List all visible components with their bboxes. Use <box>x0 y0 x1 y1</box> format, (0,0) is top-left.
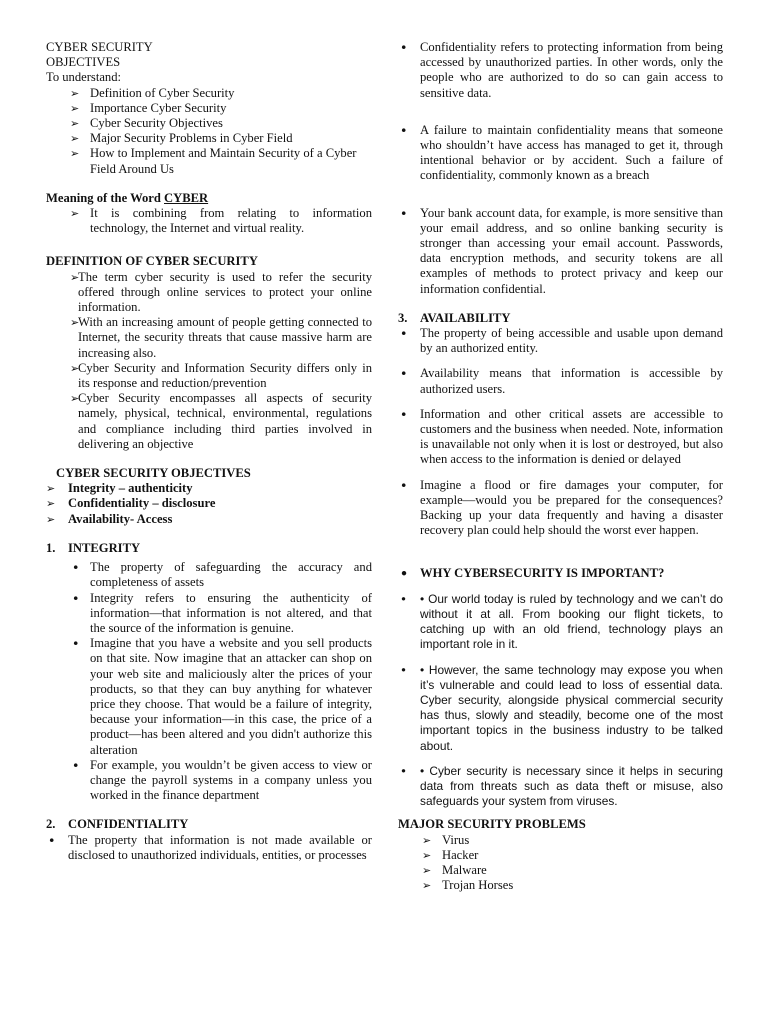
list-item: ➢ How to Implement and Maintain Security of a Cyber Field Around Us <box>46 146 372 176</box>
list-item: ➢ Cyber Security and Information Security differs only in its response and reduction/prevention <box>46 361 372 391</box>
list-item: • The property of safeguarding the accuracy and completeness of assets <box>46 560 372 590</box>
list-item: ➢ Major Security Problems in Cyber Field <box>46 131 372 146</box>
confidentiality-heading <box>46 817 372 832</box>
meaning-heading-prefix: Meaning of the Word <box>46 190 165 205</box>
list-item: ➢ Malware <box>398 863 723 878</box>
intro-text: To understand: <box>46 70 122 85</box>
list-item: • Imagine a flood or fire damages your computer, for example—would you be prepared for the consequences? Backing up your data frequently and having a disaster recovery plan could help should the worst ever happen. <box>398 478 723 539</box>
doc-title: CYBER SECURITY <box>46 40 153 54</box>
understand-list <box>46 86 372 177</box>
list-item: ➢ Virus <box>398 833 723 848</box>
list-item: ➢ With an increasing amount of people getting connected to Internet, the security threats that cause massive harm are increasing also. <box>46 315 372 361</box>
integrity-list <box>46 560 372 803</box>
meaning-heading-word: CYBER <box>164 190 209 205</box>
list-item: • Your bank account data, for example, is more sensitive than your email address, and so online banking security is stronger than accessing your email account. Passwords, data encryption methods, and security tokens are all examples of methods to protect privacy and keep our information confidential. <box>398 206 723 297</box>
availability-list <box>398 326 723 538</box>
list-item: ➢ Cyber Security encompasses all aspects of security namely, physical, technical, environmental, regulations and compliance including third parties involved in delivering an objective <box>46 391 372 452</box>
list-item: • Information and other critical assets are accessible to customers and the business when needed. Note, information is unavailable not only when it is lost or destroyed, but also when access to the information is denied or delayed <box>398 407 723 468</box>
major-problems-list <box>398 833 723 894</box>
list-item: • • Cyber security is necessary since it helps in securing data from threats such as data theft or misuse, also safeguards your system from viruses. <box>398 764 723 810</box>
list-item: • For example, you wouldn’t be given access to view or change the payroll systems in a company unless you worked in the finance department <box>46 758 372 804</box>
integrity-title: INTEGRITY <box>68 540 141 555</box>
list-item: ➢ Trojan Horses <box>398 878 723 893</box>
list-item: • Confidentiality refers to protecting information from being accessed by unauthorized parties. In other words, only the people who are authorized to do so can gain access to sensitive data. <box>398 40 723 101</box>
confidentiality-title: CONFIDENTIALITY <box>68 817 189 832</box>
left-column <box>46 40 372 863</box>
list-item: ➢ Confidentiality – disclosure <box>46 496 372 511</box>
list-item: • The property of being accessible and usable upon demand by an authorized entity. <box>398 326 723 356</box>
confidentiality-list-right <box>398 40 723 297</box>
list-item: ➢ Availability- Access <box>46 512 372 527</box>
confidentiality-list-left <box>46 833 372 863</box>
objectives-list <box>46 481 372 527</box>
confidentiality-number: 2. <box>46 817 56 832</box>
list-item: • Availability means that information is accessible by authorized users. <box>398 366 723 396</box>
list-item: ➢ Cyber Security Objectives <box>46 116 372 131</box>
list-item: • A failure to maintain confidentiality means that someone who shouldn’t have access has managed to get it, through intentional behavior or by accident. Such a failure of confidentiality, commonly known as a breach <box>398 123 723 184</box>
why-list <box>398 592 723 810</box>
list-item: ➢ Hacker <box>398 848 723 863</box>
availability-title: AVAILABILITY <box>420 310 511 325</box>
objectives-heading: CYBER SECURITY OBJECTIVES <box>56 466 251 481</box>
doc-subtitle: OBJECTIVES <box>46 55 121 70</box>
availability-heading <box>398 311 723 326</box>
list-item: • • Our world today is ruled by technology and we can’t do without it at all. From booking our flight tickets, to catching up with an old friend, technology plays an important role in it. <box>398 592 723 653</box>
meaning-list <box>46 206 372 236</box>
right-column <box>398 40 723 893</box>
list-item: ➢ Integrity – authenticity <box>46 481 372 496</box>
list-item: • • However, the same technology may expose you when it’s vulnerable and could lead to loss of essential data. Cyber security, alongside physical commercial security has thus, slowly and steadily, become one of the most important topics in the business industry to be talked about. <box>398 663 723 754</box>
list-item: ➢ It is combining from relating to information technology, the Internet and virtual reality. <box>46 206 372 236</box>
list-item: • The property that information is not made available or disclosed to unauthorized individuals, entities, or processes <box>46 833 372 863</box>
why-heading: • WHY CYBERSECURITY IS IMPORTANT? <box>398 566 723 581</box>
definition-list <box>46 270 372 452</box>
list-item: ➢ Definition of Cyber Security <box>46 86 372 101</box>
major-problems-heading: MAJOR SECURITY PROBLEMS <box>398 817 586 832</box>
integrity-number: 1. <box>46 540 56 555</box>
availability-number: 3. <box>398 310 408 325</box>
list-item: ➢ The term cyber security is used to refer the security offered through online services to protect your online information. <box>46 270 372 316</box>
list-item: ➢ Importance Cyber Security <box>46 101 372 116</box>
definition-heading: DEFINITION OF CYBER SECURITY <box>46 254 258 269</box>
why-heading-list <box>398 566 723 581</box>
list-item: • Imagine that you have a website and you sell products on that site. Now imagine that an attacker can shop on your web site and maliciously alter the prices of your products, so that they can buy anything for whatever price they choose. That would be a failure of integrity, because your information—in this case, the price of a product—has been altered and you didn't authorize this alteration <box>46 636 372 758</box>
meaning-heading <box>46 191 372 206</box>
list-item: • Integrity refers to ensuring the authenticity of information—that information is not altered, and that the source of the information is genuine. <box>46 591 372 637</box>
integrity-heading <box>46 541 372 556</box>
